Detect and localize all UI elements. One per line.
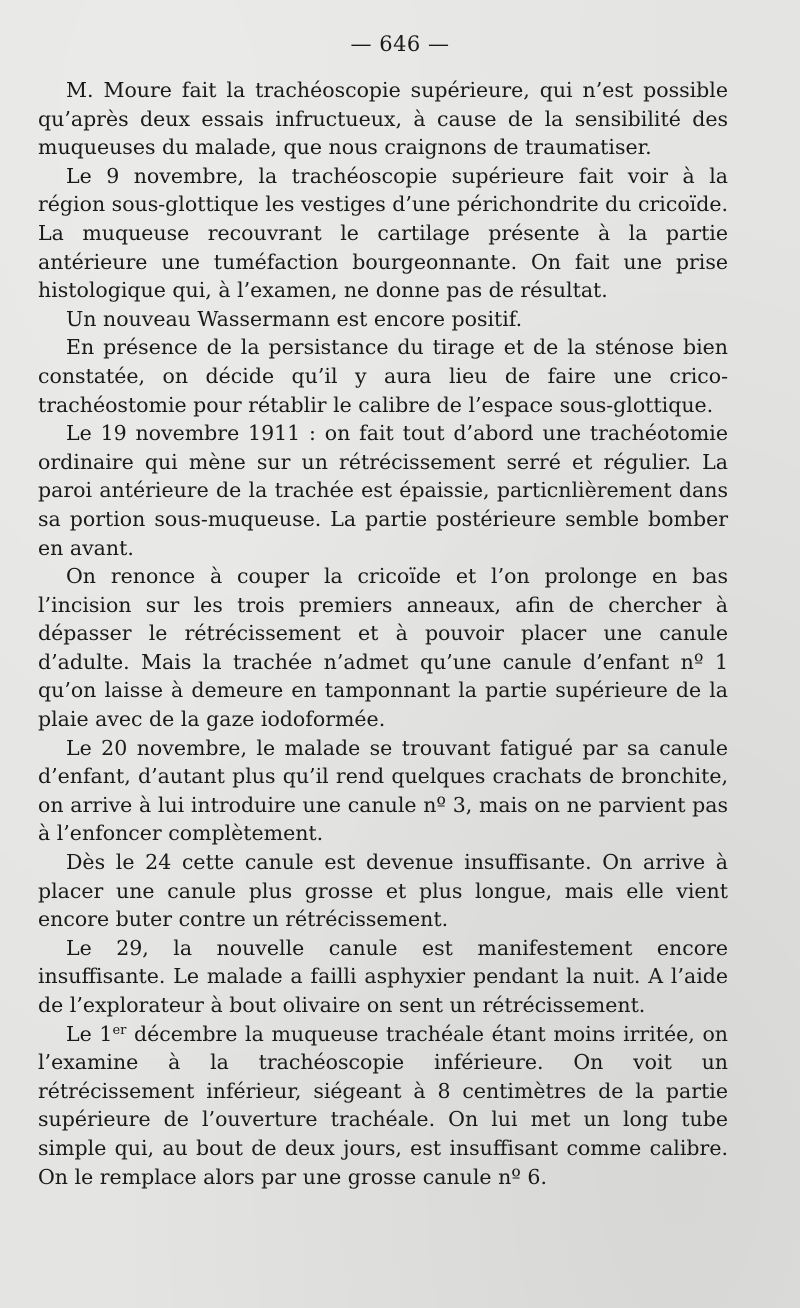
paragraph: En présence de la persistance du tirage et de la sténose bien constatée, on décide qu’il y aura lieu de faire une crico-trachéostomie pour rétablir le calibre de l’espace sous-glottique.	[38, 335, 728, 417]
body-text	[38, 76, 728, 1191]
paragraph-rest: décembre la muqueuse trachéale étant moins irritée, on l’examine à la trachéoscopie inférieure. On voit un rétrécissement inférieur, siégeant à 8 centimètres de la partie supérieure de l’ouverture trachéale. On lui met un long tube simple qui, au bout de deux jours, est insuffisant comme calibre. On le remplace alors par une grosse canule nº 6.	[38, 1021, 728, 1189]
paragraph: Le 20 novembre, le malade se trouvant fatigué par sa canule d’enfant, d’autant plus qu’il rend quelques crachats de bronchite, on arrive à lui introduire une canule nº 3, mais on ne parvient pas à l’enfoncer complètement.	[38, 735, 728, 846]
paragraph: Le 29, la nouvelle canule est manifestement encore insuffisante. Le malade a failli asphyxier pendant la nuit. A l’aide de l’explorateur à bout olivaire on sent un rétrécissement.	[38, 935, 728, 1017]
ordinal-superscript: er	[112, 1022, 127, 1038]
paragraph: Dès le 24 cette canule est devenue insuffisante. On arrive à placer une canule plus grosse et plus longue, mais elle vient encore buter contre un rétrécissement.	[38, 850, 728, 932]
paragraph: Le 19 novembre 1911 : on fait tout d’abord une trachéotomie ordinaire qui mène sur un rétrécissement serré et régulier. La paroi antérieure de la trachée est épaissie, particnlièrement dans sa portion sous-muqueuse. La partie postérieure semble bomber en avant.	[38, 421, 728, 560]
paragraph: Le 9 novembre, la trachéoscopie supérieure fait voir à la région sous-glottique les vestiges d’une périchondrite du cricoïde. La muqueuse recouvrant le cartilage présente à la partie antérieure une tuméfaction bourgeonnante. On fait une prise histologique qui, à l’examen, ne donne pas de résultat.	[38, 163, 728, 303]
paragraph: On renonce à couper la cricoïde et l’on prolonge en bas l’incision sur les trois premiers anneaux, afin de chercher à dépasser le rétrécissement et à pouvoir placer une canule d’adulte. Mais la trachée n’admet qu’une canule d’enfant nº 1 qu’on laisse à demeure en tamponnant la partie supérieure de la plaie avec de la gaze iodoformée.	[38, 564, 728, 732]
paragraph: M. Moure fait la trachéoscopie supérieure, qui n’est possible qu’après deux essais infructueux, à cause de la sensibilité des muqueuses du malade, que nous craignons de traumatiser.	[38, 78, 728, 160]
paragraph-lead: Le 1	[66, 1021, 113, 1046]
paragraph-last	[38, 1020, 728, 1192]
paragraph: Un nouveau Wassermann est encore positif.	[66, 306, 523, 331]
page-number: — 646 —	[350, 32, 450, 56]
